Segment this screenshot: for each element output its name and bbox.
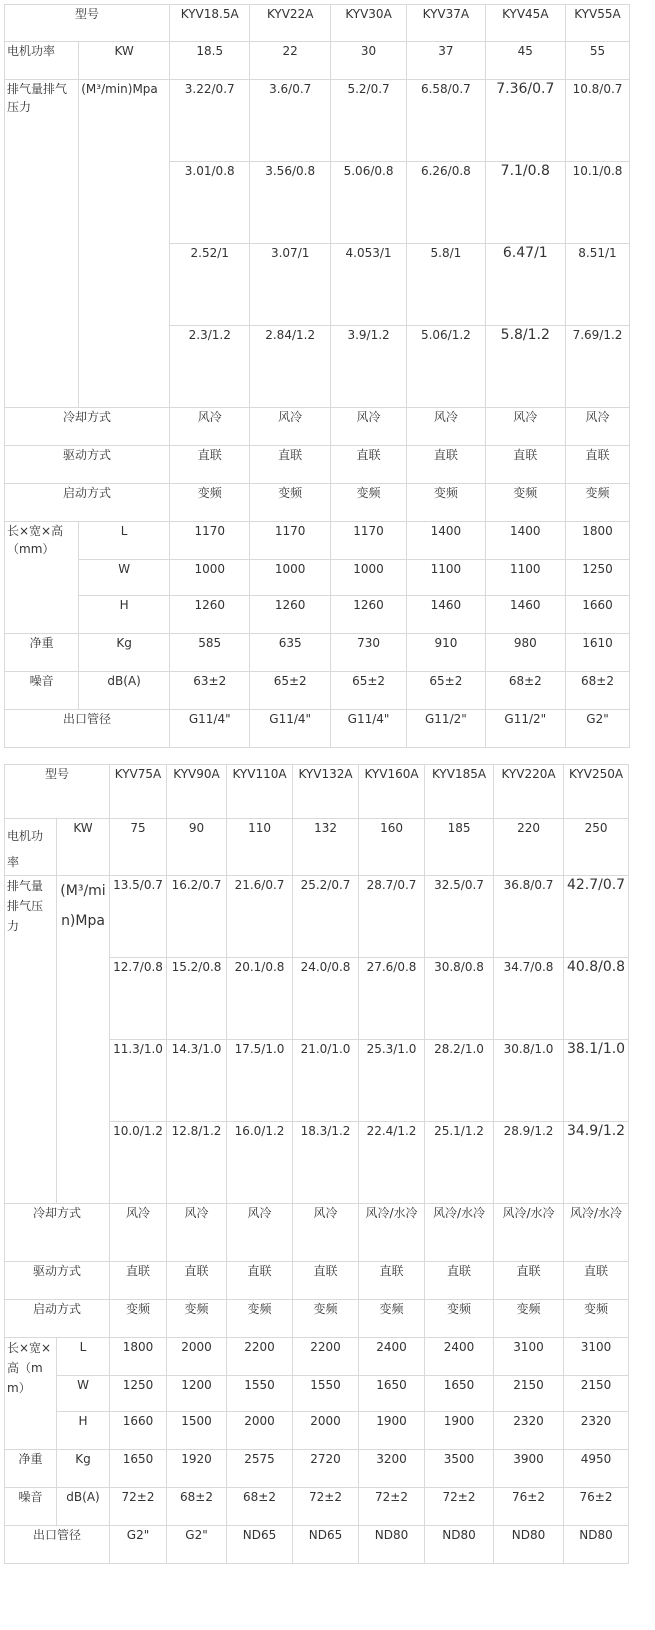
- weight-cell: 1650: [110, 1450, 167, 1488]
- start-cell: 变频: [330, 484, 406, 522]
- spec-table-1: [4, 4, 630, 748]
- start-cell: 变频: [407, 484, 485, 522]
- cooling-cell: 风冷/水冷: [494, 1204, 564, 1262]
- flow-cell: 25.1/1.2: [425, 1122, 494, 1204]
- start-cell: 变频: [167, 1300, 227, 1338]
- cooling-cell: 风冷: [330, 408, 406, 446]
- outlet-cell: G11/4": [250, 710, 330, 748]
- weight-cell: 730: [330, 634, 406, 672]
- table-row: [5, 1412, 629, 1450]
- power-cell: 220: [494, 819, 564, 876]
- power-unit: KW: [79, 42, 170, 80]
- dim-cell: 1260: [330, 596, 406, 634]
- weight-cell: 1920: [167, 1450, 227, 1488]
- cooling-cell: 风冷: [407, 408, 485, 446]
- weight-cell: 4950: [564, 1450, 629, 1488]
- dim-H-label: H: [57, 1412, 110, 1450]
- drive-cell: 直联: [170, 446, 250, 484]
- noise-cell: 68±2: [167, 1488, 227, 1526]
- flow-cell: 10.1/0.8: [566, 162, 630, 244]
- drive-cell: 直联: [425, 1262, 494, 1300]
- start-cell: 变频: [293, 1300, 359, 1338]
- flow-cell: 24.0/0.8: [293, 958, 359, 1040]
- outlet-cell: G2": [566, 710, 630, 748]
- dim-cell: 1900: [425, 1412, 494, 1450]
- flow-cell: 3.6/0.7: [250, 80, 330, 162]
- start-label: 启动方式: [5, 484, 170, 522]
- dim-cell: 2000: [293, 1412, 359, 1450]
- flow-cell: 5.8/1.2: [485, 326, 565, 408]
- weight-unit: Kg: [57, 1450, 110, 1488]
- model-cell: KYV37A: [407, 5, 485, 42]
- weight-cell: 3200: [359, 1450, 425, 1488]
- table-row: [5, 1338, 629, 1376]
- start-cell: 变频: [170, 484, 250, 522]
- flow-cell: 18.3/1.2: [293, 1122, 359, 1204]
- table-row: [5, 596, 630, 634]
- dim-cell: 1660: [110, 1412, 167, 1450]
- power-cell: 75: [110, 819, 167, 876]
- flow-cell: 22.4/1.2: [359, 1122, 425, 1204]
- weight-cell: 2575: [227, 1450, 293, 1488]
- dim-cell: 2400: [425, 1338, 494, 1376]
- noise-cell: 65±2: [330, 672, 406, 710]
- outlet-cell: G11/4": [170, 710, 250, 748]
- dim-cell: 1500: [167, 1412, 227, 1450]
- flow-cell: 42.7/0.7: [564, 876, 629, 958]
- dim-cell: 1250: [566, 560, 630, 596]
- table-row: [5, 1262, 629, 1300]
- flow-cell: 10.8/0.7: [566, 80, 630, 162]
- flow-cell: 20.1/0.8: [227, 958, 293, 1040]
- model-cell: KYV75A: [110, 765, 167, 819]
- outlet-label: 出口管径: [5, 710, 170, 748]
- flow-cell: 27.6/0.8: [359, 958, 425, 1040]
- model-cell: KYV45A: [485, 5, 565, 42]
- flow-cell: 7.1/0.8: [485, 162, 565, 244]
- flow-cell: 5.06/0.8: [330, 162, 406, 244]
- flow-unit: (M³/min)Mpa: [79, 80, 170, 408]
- dim-L-label: L: [79, 522, 170, 560]
- start-cell: 变频: [566, 484, 630, 522]
- dim-cell: 1200: [167, 1376, 227, 1412]
- dim-cell: 1660: [566, 596, 630, 634]
- model-cell: KYV132A: [293, 765, 359, 819]
- flow-cell: 10.0/1.2: [110, 1122, 167, 1204]
- dim-cell: 1400: [485, 522, 565, 560]
- dim-cell: 1550: [227, 1376, 293, 1412]
- dim-cell: 1170: [330, 522, 406, 560]
- cooling-cell: 风冷/水冷: [425, 1204, 494, 1262]
- dim-label: 长×宽×高（mm）: [5, 522, 79, 634]
- power-cell: 37: [407, 42, 485, 80]
- flow-cell: 6.58/0.7: [407, 80, 485, 162]
- outlet-cell: ND80: [359, 1526, 425, 1564]
- flow-cell: 3.07/1: [250, 244, 330, 326]
- dim-cell: 1460: [485, 596, 565, 634]
- table-row: [5, 80, 630, 162]
- flow-unit: (M³/min)Mpa: [57, 876, 110, 1204]
- weight-cell: 585: [170, 634, 250, 672]
- outlet-cell: G11/4": [330, 710, 406, 748]
- start-cell: 变频: [425, 1300, 494, 1338]
- power-cell: 160: [359, 819, 425, 876]
- flow-label: 排气量排气压力: [5, 80, 79, 408]
- noise-cell: 68±2: [485, 672, 565, 710]
- table-row: [5, 1450, 629, 1488]
- flow-cell: 32.5/0.7: [425, 876, 494, 958]
- model-cell: KYV55A: [566, 5, 630, 42]
- model-cell: KYV18.5A: [170, 5, 250, 42]
- outlet-cell: G2": [110, 1526, 167, 1564]
- start-label: 启动方式: [5, 1300, 110, 1338]
- start-cell: 变频: [494, 1300, 564, 1338]
- noise-cell: 72±2: [110, 1488, 167, 1526]
- dim-cell: 2320: [494, 1412, 564, 1450]
- power-cell: 45: [485, 42, 565, 80]
- table-row: [5, 672, 630, 710]
- table-row: [5, 560, 630, 596]
- dim-cell: 1650: [359, 1376, 425, 1412]
- table-row: [5, 484, 630, 522]
- power-cell: 30: [330, 42, 406, 80]
- flow-cell: 3.56/0.8: [250, 162, 330, 244]
- dim-cell: 1170: [250, 522, 330, 560]
- weight-label: 净重: [5, 1450, 57, 1488]
- outlet-cell: G2": [167, 1526, 227, 1564]
- power-unit: KW: [57, 819, 110, 876]
- weight-cell: 3900: [494, 1450, 564, 1488]
- weight-cell: 910: [407, 634, 485, 672]
- dim-cell: 1000: [330, 560, 406, 596]
- flow-cell: 13.5/0.7: [110, 876, 167, 958]
- weight-unit: Kg: [79, 634, 170, 672]
- power-cell: 55: [566, 42, 630, 80]
- model-cell: KYV90A: [167, 765, 227, 819]
- table-row: [5, 446, 630, 484]
- power-cell: 132: [293, 819, 359, 876]
- dim-cell: 1650: [425, 1376, 494, 1412]
- flow-cell: 28.2/1.0: [425, 1040, 494, 1122]
- weight-cell: 1610: [566, 634, 630, 672]
- flow-cell: 2.84/1.2: [250, 326, 330, 408]
- flow-cell: 34.7/0.8: [494, 958, 564, 1040]
- outlet-cell: ND80: [494, 1526, 564, 1564]
- noise-cell: 68±2: [227, 1488, 293, 1526]
- power-cell: 90: [167, 819, 227, 876]
- noise-label: 噪音: [5, 1488, 57, 1526]
- drive-cell: 直联: [167, 1262, 227, 1300]
- table-row: [5, 522, 630, 560]
- dim-cell: 2320: [564, 1412, 629, 1450]
- cooling-cell: 风冷: [170, 408, 250, 446]
- noise-cell: 68±2: [566, 672, 630, 710]
- outlet-cell: G11/2": [407, 710, 485, 748]
- drive-cell: 直联: [250, 446, 330, 484]
- dim-cell: 1000: [250, 560, 330, 596]
- cooling-cell: 风冷: [293, 1204, 359, 1262]
- cooling-cell: 风冷: [250, 408, 330, 446]
- power-cell: 22: [250, 42, 330, 80]
- cooling-cell: 风冷/水冷: [359, 1204, 425, 1262]
- start-cell: 变频: [359, 1300, 425, 1338]
- start-cell: 变频: [485, 484, 565, 522]
- cooling-label: 冷却方式: [5, 408, 170, 446]
- flow-cell: 3.01/0.8: [170, 162, 250, 244]
- weight-cell: 2720: [293, 1450, 359, 1488]
- flow-cell: 11.3/1.0: [110, 1040, 167, 1122]
- flow-cell: 12.7/0.8: [110, 958, 167, 1040]
- flow-cell: 2.52/1: [170, 244, 250, 326]
- weight-cell: 3500: [425, 1450, 494, 1488]
- drive-cell: 直联: [227, 1262, 293, 1300]
- dim-cell: 2000: [167, 1338, 227, 1376]
- noise-cell: 65±2: [250, 672, 330, 710]
- outlet-cell: ND65: [293, 1526, 359, 1564]
- flow-cell: 16.0/1.2: [227, 1122, 293, 1204]
- dim-cell: 2200: [227, 1338, 293, 1376]
- noise-cell: 72±2: [425, 1488, 494, 1526]
- drive-label: 驱动方式: [5, 446, 170, 484]
- flow-cell: 30.8/0.8: [425, 958, 494, 1040]
- flow-cell: 6.47/1: [485, 244, 565, 326]
- table-row: [5, 876, 629, 958]
- flow-cell: 17.5/1.0: [227, 1040, 293, 1122]
- power-label: 电机功率: [5, 42, 79, 80]
- start-cell: 变频: [564, 1300, 629, 1338]
- start-cell: 变频: [250, 484, 330, 522]
- model-cell: KYV250A: [564, 765, 629, 819]
- flow-cell: 34.9/1.2: [564, 1122, 629, 1204]
- drive-cell: 直联: [494, 1262, 564, 1300]
- dim-H-label: H: [79, 596, 170, 634]
- cooling-cell: 风冷: [167, 1204, 227, 1262]
- table-row: [5, 42, 630, 80]
- outlet-label: 出口管径: [5, 1526, 110, 1564]
- dim-cell: 1250: [110, 1376, 167, 1412]
- drive-label: 驱动方式: [5, 1262, 110, 1300]
- flow-cell: 28.9/1.2: [494, 1122, 564, 1204]
- dim-label: 长×宽×高（mm）: [5, 1338, 57, 1450]
- flow-cell: 8.51/1: [566, 244, 630, 326]
- start-cell: 变频: [110, 1300, 167, 1338]
- table-row: [5, 1376, 629, 1412]
- dim-cell: 1460: [407, 596, 485, 634]
- flow-cell: 38.1/1.0: [564, 1040, 629, 1122]
- noise-label: 噪音: [5, 672, 79, 710]
- drive-cell: 直联: [407, 446, 485, 484]
- table-row: [5, 634, 630, 672]
- outlet-cell: ND65: [227, 1526, 293, 1564]
- dim-cell: 2000: [227, 1412, 293, 1450]
- table-row: [5, 1488, 629, 1526]
- outlet-cell: ND80: [425, 1526, 494, 1564]
- dim-L-label: L: [57, 1338, 110, 1376]
- flow-cell: 4.053/1: [330, 244, 406, 326]
- dim-W-label: W: [79, 560, 170, 596]
- dim-cell: 2150: [564, 1376, 629, 1412]
- table-row: [5, 1204, 629, 1262]
- table-row: [5, 408, 630, 446]
- flow-cell: 12.8/1.2: [167, 1122, 227, 1204]
- dim-cell: 3100: [494, 1338, 564, 1376]
- flow-cell: 30.8/1.0: [494, 1040, 564, 1122]
- drive-cell: 直联: [564, 1262, 629, 1300]
- power-label: 电机功率: [5, 819, 57, 876]
- cooling-cell: 风冷/水冷: [564, 1204, 629, 1262]
- power-cell: 18.5: [170, 42, 250, 80]
- flow-cell: 21.0/1.0: [293, 1040, 359, 1122]
- drive-cell: 直联: [330, 446, 406, 484]
- model-cell: KYV220A: [494, 765, 564, 819]
- dim-cell: 1550: [293, 1376, 359, 1412]
- outlet-cell: G11/2": [485, 710, 565, 748]
- drive-cell: 直联: [359, 1262, 425, 1300]
- flow-cell: 6.26/0.8: [407, 162, 485, 244]
- flow-cell: 36.8/0.7: [494, 876, 564, 958]
- noise-unit: dB(A): [79, 672, 170, 710]
- dim-cell: 2400: [359, 1338, 425, 1376]
- drive-cell: 直联: [566, 446, 630, 484]
- flow-cell: 25.3/1.0: [359, 1040, 425, 1122]
- spec-table-2: [4, 764, 629, 1564]
- model-cell: KYV30A: [330, 5, 406, 42]
- noise-cell: 76±2: [494, 1488, 564, 1526]
- table-row: [5, 765, 629, 819]
- noise-cell: 72±2: [359, 1488, 425, 1526]
- dim-cell: 1100: [485, 560, 565, 596]
- dim-cell: 1400: [407, 522, 485, 560]
- dim-W-label: W: [57, 1376, 110, 1412]
- noise-unit: dB(A): [57, 1488, 110, 1526]
- flow-cell: 5.06/1.2: [407, 326, 485, 408]
- flow-cell: 3.22/0.7: [170, 80, 250, 162]
- table-row: [5, 1526, 629, 1564]
- dim-cell: 2150: [494, 1376, 564, 1412]
- flow-cell: 28.7/0.7: [359, 876, 425, 958]
- dim-cell: 1800: [566, 522, 630, 560]
- power-cell: 250: [564, 819, 629, 876]
- dim-cell: 1100: [407, 560, 485, 596]
- power-cell: 110: [227, 819, 293, 876]
- flow-label: 排气量排气压力: [5, 876, 57, 1204]
- flow-cell: 21.6/0.7: [227, 876, 293, 958]
- noise-cell: 65±2: [407, 672, 485, 710]
- table-row: [5, 710, 630, 748]
- model-cell: KYV185A: [425, 765, 494, 819]
- cooling-cell: 风冷: [566, 408, 630, 446]
- flow-cell: 3.9/1.2: [330, 326, 406, 408]
- dim-cell: 1260: [170, 596, 250, 634]
- drive-cell: 直联: [110, 1262, 167, 1300]
- dim-cell: 1800: [110, 1338, 167, 1376]
- dim-cell: 1900: [359, 1412, 425, 1450]
- table-row: [5, 819, 629, 876]
- model-cell: KYV110A: [227, 765, 293, 819]
- cooling-cell: 风冷: [110, 1204, 167, 1262]
- dim-cell: 1000: [170, 560, 250, 596]
- flow-cell: 16.2/0.7: [167, 876, 227, 958]
- flow-cell: 14.3/1.0: [167, 1040, 227, 1122]
- cooling-label: 冷却方式: [5, 1204, 110, 1262]
- noise-cell: 63±2: [170, 672, 250, 710]
- flow-cell: 2.3/1.2: [170, 326, 250, 408]
- flow-cell: 40.8/0.8: [564, 958, 629, 1040]
- flow-cell: 7.69/1.2: [566, 326, 630, 408]
- noise-cell: 76±2: [564, 1488, 629, 1526]
- flow-cell: 7.36/0.7: [485, 80, 565, 162]
- model-cell: KYV22A: [250, 5, 330, 42]
- start-cell: 变频: [227, 1300, 293, 1338]
- table-row: [5, 1300, 629, 1338]
- drive-cell: 直联: [293, 1262, 359, 1300]
- drive-cell: 直联: [485, 446, 565, 484]
- model-label: 型号: [5, 765, 110, 819]
- table-row: [5, 5, 630, 42]
- weight-cell: 635: [250, 634, 330, 672]
- outlet-cell: ND80: [564, 1526, 629, 1564]
- dim-cell: 1260: [250, 596, 330, 634]
- flow-cell: 5.2/0.7: [330, 80, 406, 162]
- dim-cell: 3100: [564, 1338, 629, 1376]
- dim-cell: 2200: [293, 1338, 359, 1376]
- weight-label: 净重: [5, 634, 79, 672]
- flow-cell: 25.2/0.7: [293, 876, 359, 958]
- noise-cell: 72±2: [293, 1488, 359, 1526]
- flow-cell: 15.2/0.8: [167, 958, 227, 1040]
- power-cell: 185: [425, 819, 494, 876]
- dim-cell: 1170: [170, 522, 250, 560]
- weight-cell: 980: [485, 634, 565, 672]
- flow-cell: 5.8/1: [407, 244, 485, 326]
- cooling-cell: 风冷: [227, 1204, 293, 1262]
- model-cell: KYV160A: [359, 765, 425, 819]
- model-label: 型号: [5, 5, 170, 42]
- cooling-cell: 风冷: [485, 408, 565, 446]
